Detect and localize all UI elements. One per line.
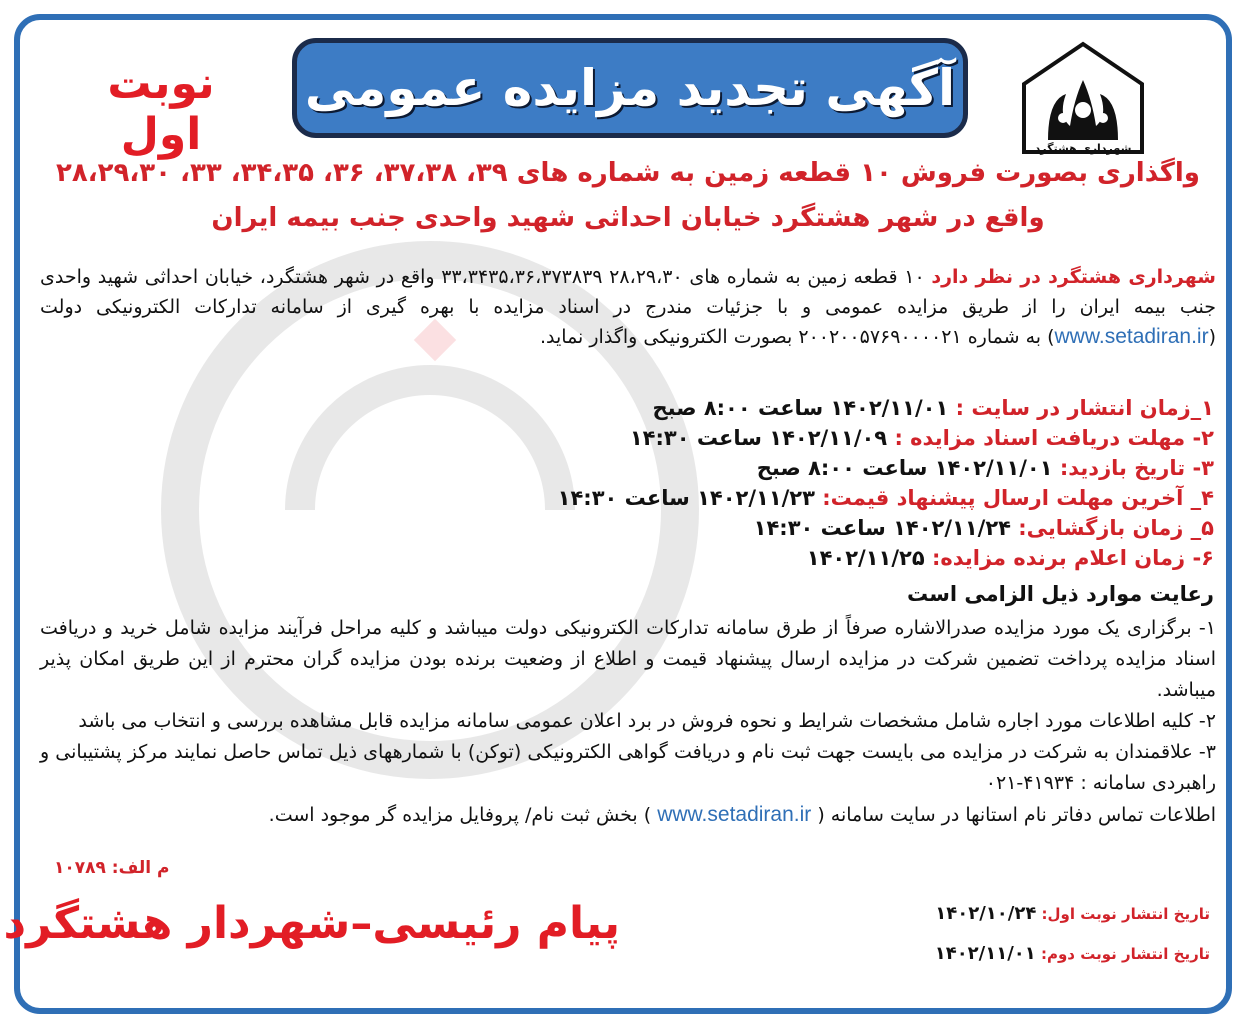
schedule-item xyxy=(414,483,1214,513)
schedule-label: ۲- مهلت دریافت اسناد مزایده : xyxy=(887,426,1214,450)
requirement-item: ۲- کلیه اطلاعات مورد اجاره شامل مشخصات شرایط و نحوه فروش در برد اعلان عمومی سامانه مزایده قابل مشاهده بررسی و انتخاب می باشد xyxy=(78,710,1216,732)
contact-info xyxy=(40,799,1216,831)
schedule-label: ۳- تاریخ بازدید: xyxy=(1052,456,1214,480)
schedule-value: ۱۴۰۲/۱۱/۰۹ ساعت ۱۴:۳۰ xyxy=(629,426,888,450)
requirements-list xyxy=(40,613,1216,831)
schedule-item xyxy=(414,423,1214,453)
schedule-value: ۱۴۰۲/۱۱/۲۴ ساعت ۱۴:۳۰ xyxy=(753,516,1011,540)
contact-text-end: ) بخش ثبت نام/ پروفایل مزایده گر موجود است. xyxy=(268,804,658,826)
subtitle-line-2: واقع در شهر هشتگرد خیابان احداثی شهید واحدی جنب بیمه ایران xyxy=(211,203,1045,233)
publish-date: ۱۴۰۲/۱۰/۲۴ xyxy=(935,903,1037,924)
schedule-item xyxy=(414,393,1214,423)
title-banner xyxy=(292,38,968,138)
publish-date-second xyxy=(935,943,1210,964)
schedule-value: ۱۴۰۲/۱۱/۰۱ ساعت ۸:۰۰ صبح xyxy=(652,396,949,420)
intro-text: ۱۰ قطعه زمین به شماره های ۲۸،۲۹،۳۰ ۳۳،۳۴۳۵،۳۶،۳۷۳۸۳۹ واقع در شهر هشتگرد، خیابان احداثی شهید واحدی جنب بیمه ایران را از طریق مزایده عمومی و با جزئیات مندرج در اسناد مزایده با بهره گیری از سامانه تدارکات الکترونیکی دولت ( xyxy=(40,266,1216,348)
schedule-label: ۴_ آخرین مهلت ارسال پیشنهاد قیمت: xyxy=(814,486,1214,510)
intro-paragraph xyxy=(40,262,1216,352)
page-title: آگهی تجدید مزایده عمومی xyxy=(304,59,956,117)
logo-caption: شهرداری هشتگرد xyxy=(1034,142,1132,155)
schedule-value: ۱۴۰۲/۱۱/۲۳ ساعت ۱۴:۳۰ xyxy=(557,486,815,510)
publish-date: ۱۴۰۲/۱۱/۰۱ xyxy=(934,943,1036,964)
schedule-label: ۱_زمان انتشار در سایت : xyxy=(948,396,1214,420)
turn-label: نوبت اول xyxy=(107,58,215,160)
publish-date-first xyxy=(935,903,1210,924)
schedule-item xyxy=(414,513,1214,543)
signature: پیام رئیسی–شهردار هشتگرد xyxy=(3,898,620,949)
requirement-item: ۱- برگزاری یک مورد مزایده صدرالاشاره صرفاً از طرق سامانه تدارکات الکترونیکی دولت میباشد و کلیه مراحل فرآیند مزایده شامل خرید و دریافت اسناد مزایده پرداخت تضمین شرکت در مزایده ارسال پیشنهاد قیمت و اطلاع از وضعیت برنده بودن مزایده گران محترم از این طریق امکان پذیر میباشد. xyxy=(40,617,1216,701)
schedule-item xyxy=(414,453,1214,483)
schedule-label: ۶- زمان اعلام برنده مزایده: xyxy=(924,546,1214,570)
schedule-value: ۱۴۰۲/۱۱/۲۵ xyxy=(806,546,925,570)
schedule-item xyxy=(414,543,1214,573)
intro-lead: شهرداری هشتگرد در نظر دارد xyxy=(931,266,1216,288)
publish-label: تاریخ انتشار نوبت اول: xyxy=(1036,905,1210,923)
schedule-list xyxy=(414,393,1214,573)
reference-code: م الف: ۱۰۷۸۹ xyxy=(54,858,170,878)
setadiran-link-contact[interactable]: www.setadiran.ir xyxy=(657,803,812,826)
contact-text: اطلاعات تماس دفاتر نام استانها در سایت سامانه ( xyxy=(811,804,1216,826)
requirements-title: رعایت موارد ذیل الزامی است xyxy=(907,582,1214,606)
schedule-label: ۵_ زمان بازگشایی: xyxy=(1010,516,1214,540)
intro-text-end: ) به شماره ۲۰۰۲۰۰۵۷۶۹۰۰۰۰۲۱ بصورت الکترونیکی واگذار نماید. xyxy=(539,326,1055,348)
setadiran-link[interactable]: www.setadiran.ir xyxy=(1054,325,1209,348)
schedule-value: ۱۴۰۲/۱۱/۰۱ ساعت ۸:۰۰ صبح xyxy=(756,456,1053,480)
subtitle-line-1: واگذاری بصورت فروش ۱۰ قطعه زمین به شماره های ۳۹، ۳۷،۳۸، ۳۶، ۳۴،۳۵، ۳۳، ۲۸،۲۹،۳۰ xyxy=(56,158,1200,188)
requirement-item: ۳- علاقمندان به شرکت در مزایده می بایست جهت ثبت نام و دریافت گواهی الکترونیکی (توکن) با شمارههای ذیل تماس حاصل نمایند مرکز پشتیبانی و راهبردی سامانه : ۴۱۹۳۴-۰۲۱ xyxy=(40,741,1216,794)
publish-label: تاریخ انتشار نوبت دوم: xyxy=(1035,945,1210,963)
